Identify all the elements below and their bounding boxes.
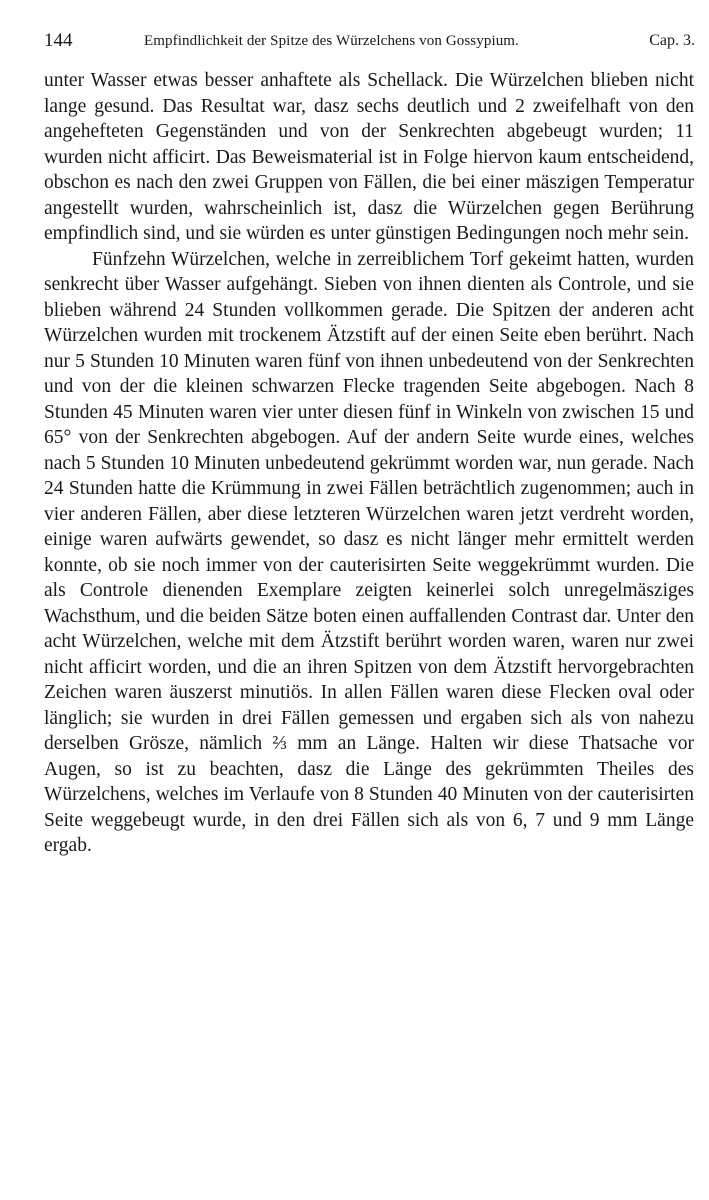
body-text [44,68,694,859]
paragraph-1: unter Wasser etwas besser anhaftete als Schellack. Die Würzelchen blieben nicht lange gesund. Das Resultat war, dasz sechs deutlich und 2 zweifelhaft von den angehefteten Gegenständen und von der Senkrechten abgebeugt wurden; 11 wurden nicht afficirt. Das Beweismaterial ist in Folge hiervon kaum entscheidend, obschon es nach den zwei Gruppen von Fällen, die bei einer mäszigen Temperatur angestellt wurden, wahrscheinlich ist, dasz die Würzelchen gegen Berührung empfindlich sind, und sie würden es unter günstigen Bedingungen noch mehr sein. [44,70,694,244]
running-title: Empfindlichkeit der Spitze des Würzelchens von Gossypium. [144,33,519,49]
chapter-label: Cap. 3. [649,32,695,49]
paragraph-2: Fünfzehn Würzelchen, welche in zerreiblichem Torf gekeimt hatten, wurden senkrecht über Wasser aufgehängt. Sieben von ihnen dienten als Controle, und sie blieben während 24 Stunden vollkommen gerade. Die Spitzen der anderen acht Würzelchen wurden mit trockenem Ätzstift auf der einen Seite eben berührt. Nach nur 5 Stunden 10 Minuten waren fünf von ihnen unbedeutend von der Senkrechten und von der die kleinen schwarzen Flecke tragenden Seite abgebogen. Nach 8 Stunden 45 Minuten waren vier unter diesen fünf in Winkeln von zwischen 15 und 65° von der Senkrechten abgebogen. Auf der andern Seite wurde eines, welches nach 5 Stunden 10 Minuten unbedeutend gekrümmt worden war, nun gerade. Nach 24 Stunden hatte die Krümmung in zwei Fällen beträchtlich zugenommen; auch in vier anderen Fällen, aber diese letzteren Würzelchen waren jetzt verdreht worden, einige waren aufwärts gewendet, so dasz es nicht länger mehr ermittelt werden konnte, ob sie noch immer von der cauterisirten Seite weggekrümmt wurden. Die als Controle dienenden Exemplare zeigten keinerlei solch unregelmäsziges Wachsthum, und die beiden Sätze boten einen auffallenden Contrast dar. Unter den acht Würzelchen, welche mit dem Ätzstift berührt worden waren, waren nur zwei nicht afficirt worden, und die an ihren Spitzen von dem Ätzstift hervorgebrachten Zeichen waren äuszerst minutiös. In allen Fällen waren diese Flecken oval oder länglich; sie wurden in drei Fällen gemessen und ergaben sich als von nahezu derselben Grösze, nämlich ⅔ mm an Länge. Halten wir diese Thatsache vor Augen, so ist zu beachten, dasz die Länge des gekrümmten Theiles des Würzelchens, welches im Verlaufe von 8 Stunden 40 Minuten von der cauterisirten Seite weggebeugt wurde, in den drei Fällen sich als von 6, 7 und 9 mm Länge ergab. [44,248,694,856]
page-number: 144 [44,30,73,51]
running-head [44,30,695,54]
